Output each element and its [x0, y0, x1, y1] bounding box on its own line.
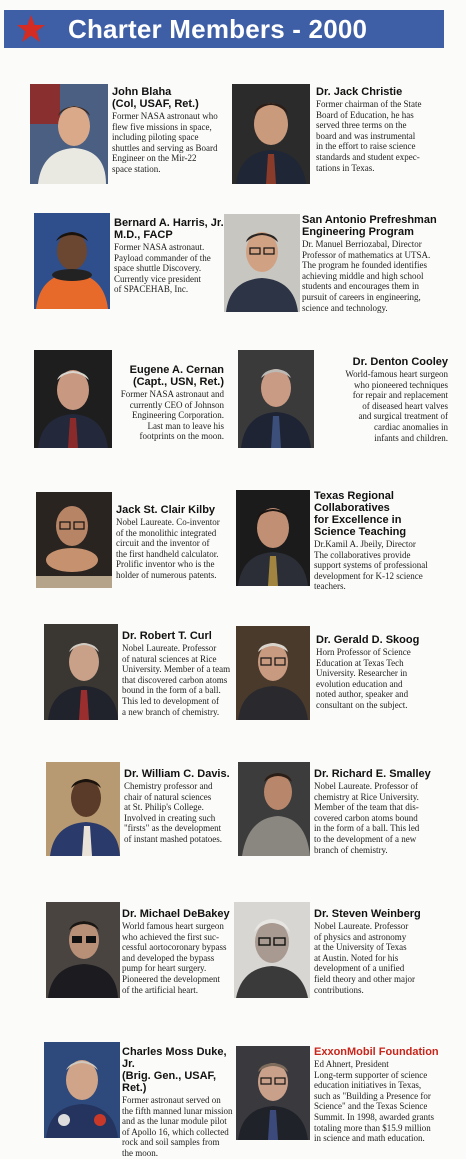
member-name: Bernard A. Harris, Jr. M.D., FACP: [114, 217, 224, 241]
member-photo: [44, 1042, 120, 1138]
page-title: Charter Members - 2000: [68, 13, 368, 44]
member-name: Dr. Jack Christie: [316, 86, 403, 98]
member-name: Eugene A. Cernan (Capt., USN, Ret.): [129, 364, 224, 388]
member-description: Horn Professor of Science Education at Texas Tech University. Researcher in evolution education and noted author, speaker and consultant on the subject.: [316, 647, 411, 710]
member-photo: [34, 350, 112, 448]
member-description: Ed Ahnert, President Long-term supporter of science education initiatives in Texas, such as "Building a Presence for Science" and the Texas Science Summit. In 1998, awarded grants totaling more than $15.9 million in science and math education.: [314, 1059, 434, 1144]
member-description: Nobel Laureate. Professor of natural sciences at Rice University. Member of a team that discovered carbon atoms bound in the form of a ball. This led to development of a new branch of chemistry.: [122, 643, 231, 717]
member-name: Dr. Denton Cooley: [352, 356, 448, 368]
member-photo: [34, 213, 110, 309]
member-photo: [224, 214, 300, 312]
member-description: Dr.Kamil A. Jbeily, Director The collaboratives provide support systems of professional development for K-12 science teachers.: [314, 539, 428, 592]
member-description: Former NASA astronaut. Payload commander of the space shuttle Discovery. Currently vice president of SPACEHAB, Inc.: [114, 242, 211, 295]
member-name: Dr. William C. Davis.: [124, 768, 230, 780]
member-photo: [236, 1046, 310, 1140]
member-description: Former NASA astronaut and currently CEO of Johnson Engineering Corporation. Last man to leave his footprints on the moon.: [120, 389, 224, 442]
member-photo: [236, 490, 310, 586]
member-photo: [44, 624, 118, 720]
member-description: Former NASA astronaut who flew five missions in space, including piloting space shuttles and serving as Board Engineer on the Mir-22 space station.: [112, 111, 218, 174]
member-photo: [46, 902, 120, 998]
member-description: Nobel Laureate. Professor of chemistry at Rice University. Member of the team that dis- covered carbon atoms bound in the form of a ball. This led to the development of a new branch of chemistry.: [314, 781, 420, 855]
member-description: Nobel Laureate. Co-inventor of the monolithic integrated circuit and the inventor of the first handheld calculator. Prolific inventor who is the holder of numerous patents.: [116, 517, 220, 580]
member-name: Texas Regional Collaboratives for Excellence in Science Teaching: [314, 490, 407, 538]
member-name: Charles Moss Duke, Jr. (Brig. Gen., USAF, Ret.): [122, 1046, 227, 1094]
member-name: San Antonio Prefreshman Engineering Program: [302, 214, 437, 238]
member-photo: [236, 626, 310, 720]
member-name: Jack St. Clair Kilby: [116, 504, 216, 516]
member-photo: [46, 762, 120, 856]
member-name: Dr. Gerald D. Skoog: [316, 634, 420, 646]
member-photo: [238, 762, 310, 856]
star-icon: [16, 14, 46, 44]
member-description: Dr. Manuel Berriozabal, Director Professor of mathematics at UTSA. The program he founded identifies achieving middle and high school students and encourages them in pursuit of careers in engineering, science and technology.: [302, 239, 431, 313]
member-description: Former chairman of the State Board of Education, he has served three terms on the board and was instrumental in the effort to raise science standards and student expec- tations in Texas.: [316, 99, 422, 173]
member-photo: [238, 350, 314, 448]
member-name: Dr. Michael DeBakey: [122, 908, 230, 920]
member-name: Dr. Robert T. Curl: [122, 630, 212, 642]
member-name: Dr. Steven Weinberg: [314, 908, 421, 920]
member-description: Former astronaut served on the fifth manned lunar mission and as the lunar module pilot of Apollo 16, which collected rock and soil samples from the moon.: [122, 1095, 233, 1158]
member-name: John Blaha (Col, USAF, Ret.): [112, 86, 199, 110]
member-photo: [232, 84, 310, 184]
member-photo: [234, 902, 310, 998]
member-name: ExxonMobil Foundation: [314, 1046, 439, 1058]
member-photo: [30, 84, 108, 184]
member-description: Nobel Laureate. Professor of physics and astronomy at the University of Texas at Austin. Noted for his development of a unified field theory and other major contributions.: [314, 921, 415, 995]
member-description: World-famous heart surgeon who pioneered techniques for repair and replacement of diseased heart valves and surgical treatment of cardiac anomalies in infants and children.: [345, 369, 448, 443]
member-name: Dr. Richard E. Smalley: [314, 768, 431, 780]
member-photo: [36, 492, 112, 588]
member-description: Chemistry professor and chair of natural sciences at St. Philip's College. Involved in creating such "firsts" as the development of instant mashed potatoes.: [124, 781, 222, 844]
page-header: [4, 10, 444, 48]
member-description: World famous heart surgeon who achieved the first suc- cessful aortocoronary bypass and developed the bypass pump for heart surgery. Pioneered the development of the artificial heart.: [122, 921, 227, 995]
